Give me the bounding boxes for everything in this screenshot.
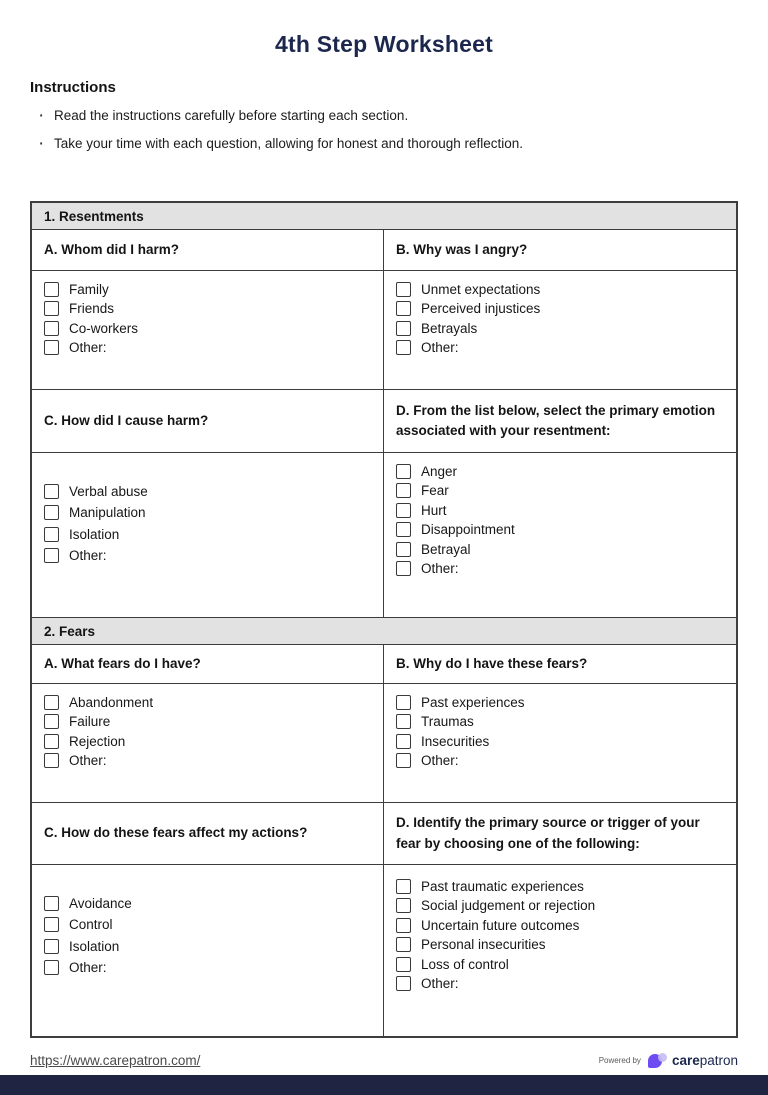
- checkbox-icon[interactable]: [44, 340, 59, 355]
- checkbox-option-anger[interactable]: [396, 464, 724, 479]
- checkbox-label: Other:: [421, 976, 459, 991]
- checkbox-option-traumas[interactable]: [396, 714, 724, 729]
- checkbox-icon[interactable]: [396, 321, 411, 336]
- carepatron-wordmark: carepatron: [671, 1052, 738, 1068]
- checkbox-icon[interactable]: [396, 753, 411, 768]
- checkbox-option-insecurities[interactable]: [396, 734, 724, 749]
- checkbox-label: Disappointment: [421, 522, 515, 537]
- page-title: 4th Step Worksheet: [275, 31, 493, 57]
- checkbox-label: Co-workers: [69, 320, 139, 336]
- checkbox-icon[interactable]: [396, 918, 411, 933]
- checkbox-icon[interactable]: [44, 960, 59, 975]
- checkbox-option-failure[interactable]: [44, 714, 371, 729]
- options-whom-did-i-harm: [32, 271, 384, 389]
- checkbox-icon[interactable]: [396, 898, 411, 913]
- checkbox-option-betrayal[interactable]: [396, 542, 724, 557]
- checkbox-label: Past traumatic experiences: [421, 878, 584, 894]
- instruction-bullet: · Read the instructions carefully before starting each section.: [32, 108, 738, 123]
- options-fear-source-trigger: [384, 865, 736, 1036]
- carepatron-logo-icon: [648, 1052, 667, 1069]
- checkbox-label: Loss of control: [421, 956, 509, 972]
- checkbox-icon[interactable]: [44, 734, 59, 749]
- bottom-navy-bar: [0, 1075, 768, 1095]
- logo-blob-light: [658, 1053, 667, 1062]
- checkbox-option-isolation[interactable]: [44, 527, 371, 542]
- checkbox-label: Family: [69, 281, 109, 297]
- checkbox-icon[interactable]: [44, 695, 59, 710]
- options-why-these-fears: [384, 684, 736, 802]
- powered-by-block: [599, 1052, 738, 1069]
- instructions-heading: Instructions: [30, 79, 116, 96]
- checkbox-option-loss-of-control[interactable]: [396, 957, 724, 972]
- checkbox-option-family[interactable]: [44, 282, 371, 297]
- checkbox-option-other[interactable]: [44, 548, 371, 563]
- checkbox-option-other[interactable]: [44, 753, 371, 768]
- checkbox-icon[interactable]: [44, 896, 59, 911]
- checkbox-label: Control: [69, 917, 113, 932]
- checkbox-option-co-workers[interactable]: [44, 321, 371, 336]
- checkbox-option-fear[interactable]: [396, 483, 724, 498]
- checkbox-label: Rejection: [69, 733, 126, 749]
- instruction-bullet: · Take your time with each question, allowing for honest and thorough reflection.: [32, 136, 738, 151]
- checkbox-label: Other:: [421, 561, 459, 576]
- checkbox-icon[interactable]: [44, 484, 59, 499]
- checkbox-icon[interactable]: [44, 321, 59, 336]
- checkbox-icon[interactable]: [44, 714, 59, 729]
- checkbox-label: Insecurities: [421, 733, 490, 749]
- checkbox-option-avoidance[interactable]: [44, 896, 371, 911]
- checkbox-label: Isolation: [69, 526, 120, 542]
- checkbox-icon[interactable]: [44, 282, 59, 297]
- checkbox-label: Friends: [69, 301, 115, 316]
- checkbox-label: Abandonment: [69, 694, 154, 710]
- checkbox-label: Traumas: [421, 714, 474, 729]
- checkbox-option-other[interactable]: [44, 960, 371, 975]
- checkbox-option-other[interactable]: [396, 561, 724, 576]
- checkbox-icon[interactable]: [396, 542, 411, 557]
- checkbox-label: Betrayals: [421, 320, 478, 336]
- checkbox-icon[interactable]: [396, 340, 411, 355]
- section-header-resentments: 1. Resentments: [32, 203, 736, 230]
- options-primary-emotion: [384, 453, 736, 617]
- checkbox-icon[interactable]: [396, 522, 411, 537]
- question-why-these-fears: B. Why do I have these fears?: [396, 655, 588, 671]
- checkbox-label: Unmet expectations: [421, 281, 541, 297]
- checkbox-icon[interactable]: [44, 505, 59, 520]
- checkbox-option-friends[interactable]: [44, 301, 371, 316]
- checkbox-option-social-judgement-or-rejection[interactable]: [396, 898, 724, 913]
- checkbox-label: Past experiences: [421, 694, 525, 710]
- checkbox-label: Other:: [69, 960, 107, 975]
- checkbox-icon[interactable]: [396, 957, 411, 972]
- checkbox-label: Other:: [421, 340, 459, 355]
- page-footer: [30, 1047, 738, 1073]
- checkbox-label: Fear: [421, 483, 449, 498]
- checkbox-icon[interactable]: [44, 301, 59, 316]
- checkbox-label: Betrayal: [421, 541, 471, 557]
- options-why-was-i-angry: [384, 271, 736, 389]
- checkbox-option-abandonment[interactable]: [44, 695, 371, 710]
- checkbox-option-rejection[interactable]: [44, 734, 371, 749]
- question-fears-affect-actions: C. How do these fears affect my actions?: [32, 803, 384, 864]
- checkbox-option-disappointment[interactable]: [396, 522, 724, 537]
- checkbox-icon[interactable]: [396, 561, 411, 576]
- question-primary-emotion: D. From the list below, select the primary emotion associated with your resentment:: [396, 402, 716, 438]
- question-fear-source-trigger: D. Identify the primary source or trigger of your fear by choosing one of the following:: [396, 815, 700, 851]
- checkbox-label: Other:: [69, 753, 107, 768]
- checkbox-option-past-experiences[interactable]: [396, 695, 724, 710]
- checkbox-option-hurt[interactable]: [396, 503, 724, 518]
- checkbox-option-past-traumatic-experiences[interactable]: [396, 879, 724, 894]
- checkbox-icon[interactable]: [396, 464, 411, 479]
- checkbox-icon[interactable]: [396, 976, 411, 991]
- checkbox-option-betrayals[interactable]: [396, 321, 724, 336]
- checkbox-icon[interactable]: [44, 548, 59, 563]
- checkbox-icon[interactable]: [44, 917, 59, 932]
- question-what-fears: A. What fears do I have?: [32, 645, 384, 683]
- checkbox-option-manipulation[interactable]: [44, 505, 371, 520]
- checkbox-icon[interactable]: [396, 734, 411, 749]
- checkbox-option-perceived-injustices[interactable]: [396, 301, 724, 316]
- checkbox-label: Personal insecurities: [421, 937, 546, 952]
- options-what-fears: [32, 684, 384, 802]
- checkbox-label: Perceived injustices: [421, 301, 541, 316]
- checkbox-label: Hurt: [421, 502, 447, 518]
- checkbox-icon[interactable]: [396, 483, 411, 498]
- checkbox-label: Failure: [69, 714, 111, 729]
- checkbox-label: Verbal abuse: [69, 483, 148, 499]
- checkbox-icon[interactable]: [396, 714, 411, 729]
- checkbox-option-isolation[interactable]: [44, 939, 371, 954]
- instructions-section: [30, 79, 738, 151]
- checkbox-option-other[interactable]: [44, 340, 371, 355]
- checkbox-label: Social judgement or rejection: [421, 898, 596, 913]
- question-how-did-i-cause-harm: C. How did I cause harm?: [32, 390, 384, 452]
- checkbox-label: Uncertain future outcomes: [421, 917, 580, 933]
- checkbox-option-other[interactable]: [396, 753, 724, 768]
- worksheet-table: [30, 201, 738, 1038]
- checkbox-option-verbal-abuse[interactable]: [44, 484, 371, 499]
- checkbox-icon[interactable]: [396, 879, 411, 894]
- checkbox-option-other[interactable]: [396, 340, 724, 355]
- checkbox-icon[interactable]: [396, 937, 411, 952]
- checkbox-icon[interactable]: [396, 301, 411, 316]
- checkbox-icon[interactable]: [396, 503, 411, 518]
- checkbox-icon[interactable]: [396, 282, 411, 297]
- powered-by-label: Powered by: [598, 1055, 641, 1065]
- question-whom-did-i-harm: A. Whom did I harm?: [32, 230, 384, 270]
- checkbox-label: Avoidance: [69, 895, 132, 911]
- checkbox-label: Anger: [421, 463, 458, 479]
- checkbox-option-unmet-expectations[interactable]: [396, 282, 724, 297]
- checkbox-icon[interactable]: [396, 695, 411, 710]
- question-why-was-i-angry: B. Why was I angry?: [396, 241, 528, 257]
- carepatron-link[interactable]: https://www.carepatron.com/: [30, 1052, 201, 1068]
- checkbox-label: Other:: [421, 753, 459, 768]
- checkbox-option-personal-insecurities[interactable]: [396, 937, 724, 952]
- checkbox-icon[interactable]: [44, 939, 59, 954]
- checkbox-label: Manipulation: [69, 505, 146, 520]
- checkbox-icon[interactable]: [44, 753, 59, 768]
- checkbox-option-other[interactable]: [396, 976, 724, 991]
- checkbox-label: Isolation: [69, 938, 120, 954]
- options-fears-affect-actions: [32, 865, 384, 1036]
- checkbox-label: Other:: [69, 340, 107, 355]
- checkbox-icon[interactable]: [44, 527, 59, 542]
- section-header-fears: 2. Fears: [32, 618, 736, 645]
- checkbox-option-control[interactable]: [44, 917, 371, 932]
- checkbox-label: Other:: [69, 548, 107, 563]
- checkbox-option-uncertain-future-outcomes[interactable]: [396, 918, 724, 933]
- options-how-did-i-cause-harm: [32, 453, 384, 617]
